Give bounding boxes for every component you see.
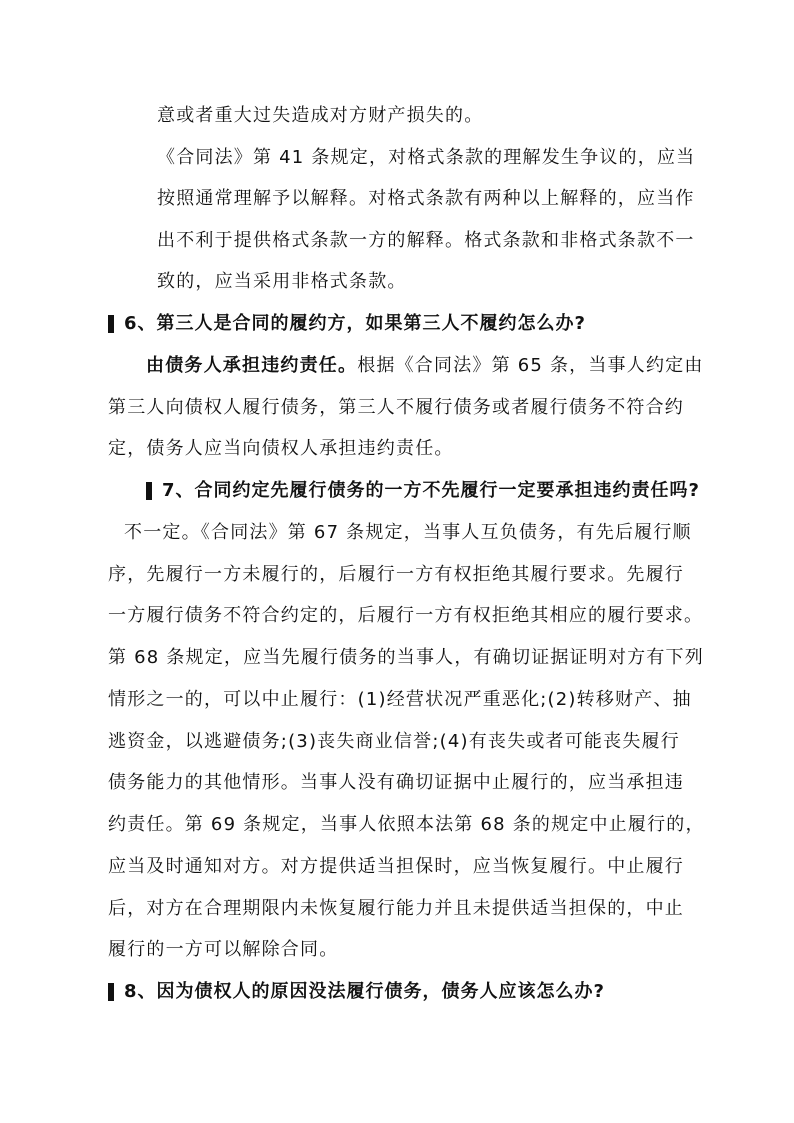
heading-marker (108, 983, 114, 1001)
text-line: 逃资金，以逃避债务;(3)丧失商业信誉;(4)有丧失或者可能丧失履行 (108, 731, 680, 752)
text-line: 意或者重大过失造成对方财产损失的。 (157, 105, 484, 126)
section-heading-8 (108, 980, 605, 1004)
text-line: 第三人向债权人履行债务，第三人不履行债务或者履行债务不符合约 (108, 397, 684, 418)
text-run: 根据《合同法》第 65 条，当事人约定由 (357, 355, 704, 376)
text-line: 第 68 条规定，应当先履行债务的当事人，有确切证据证明对方有下列 (108, 647, 704, 668)
heading-text: 6、第三人是合同的履约方，如果第三人不履约怎么办? (124, 313, 586, 334)
heading-marker (108, 315, 114, 333)
heading-text: 8、因为债权人的原因没法履行债务，债务人应该怎么办? (124, 981, 605, 1002)
text-line: 不一定。《合同法》第 67 条规定，当事人互负债务，有先后履行顺 (124, 522, 692, 543)
text-line (146, 354, 704, 378)
text-line: 约责任。第 69 条规定，当事人依照本法第 68 条的规定中止履行的， (108, 814, 705, 835)
text-line: 后，对方在合理期限内未恢复履行能力并且未提供适当担保的，中止 (108, 898, 684, 919)
section-heading-6 (108, 312, 586, 336)
text-line: 履行的一方可以解除合同。 (108, 939, 339, 960)
text-line: 出不利于提供格式条款一方的解释。格式条款和非格式条款不一 (157, 230, 695, 251)
text-line: 应当及时通知对方。对方提供适当担保时，应当恢复履行。中止履行 (108, 856, 684, 877)
text-line: 债务能力的其他情形。当事人没有确切证据中止履行的，应当承担违 (108, 772, 684, 793)
text-line: 致的，应当采用非格式条款。 (157, 271, 407, 292)
section-heading-7 (146, 479, 700, 503)
text-line: 情形之一的，可以中止履行：(1)经营状况严重恶化;(2)转移财产、抽 (108, 689, 692, 710)
text-line: 序，先履行一方未履行的，后履行一方有权拒绝其履行要求。先履行 (108, 564, 684, 585)
text-line: 按照通常理解予以解释。对格式条款有两种以上解释的，应当作 (157, 188, 695, 209)
heading-marker (146, 482, 152, 500)
heading-text: 7、合同约定先履行债务的一方不先履行一定要承担违约责任吗? (162, 480, 700, 501)
bold-lead: 由债务人承担违约责任。 (146, 355, 358, 376)
text-line: 一方履行债务不符合约定的，后履行一方有权拒绝其相应的履行要求。 (108, 605, 704, 626)
text-line: 定，债务人应当向债权人承担违约责任。 (108, 438, 454, 459)
text-line: 《合同法》第 41 条规定，对格式条款的理解发生争议的，应当 (157, 147, 696, 168)
